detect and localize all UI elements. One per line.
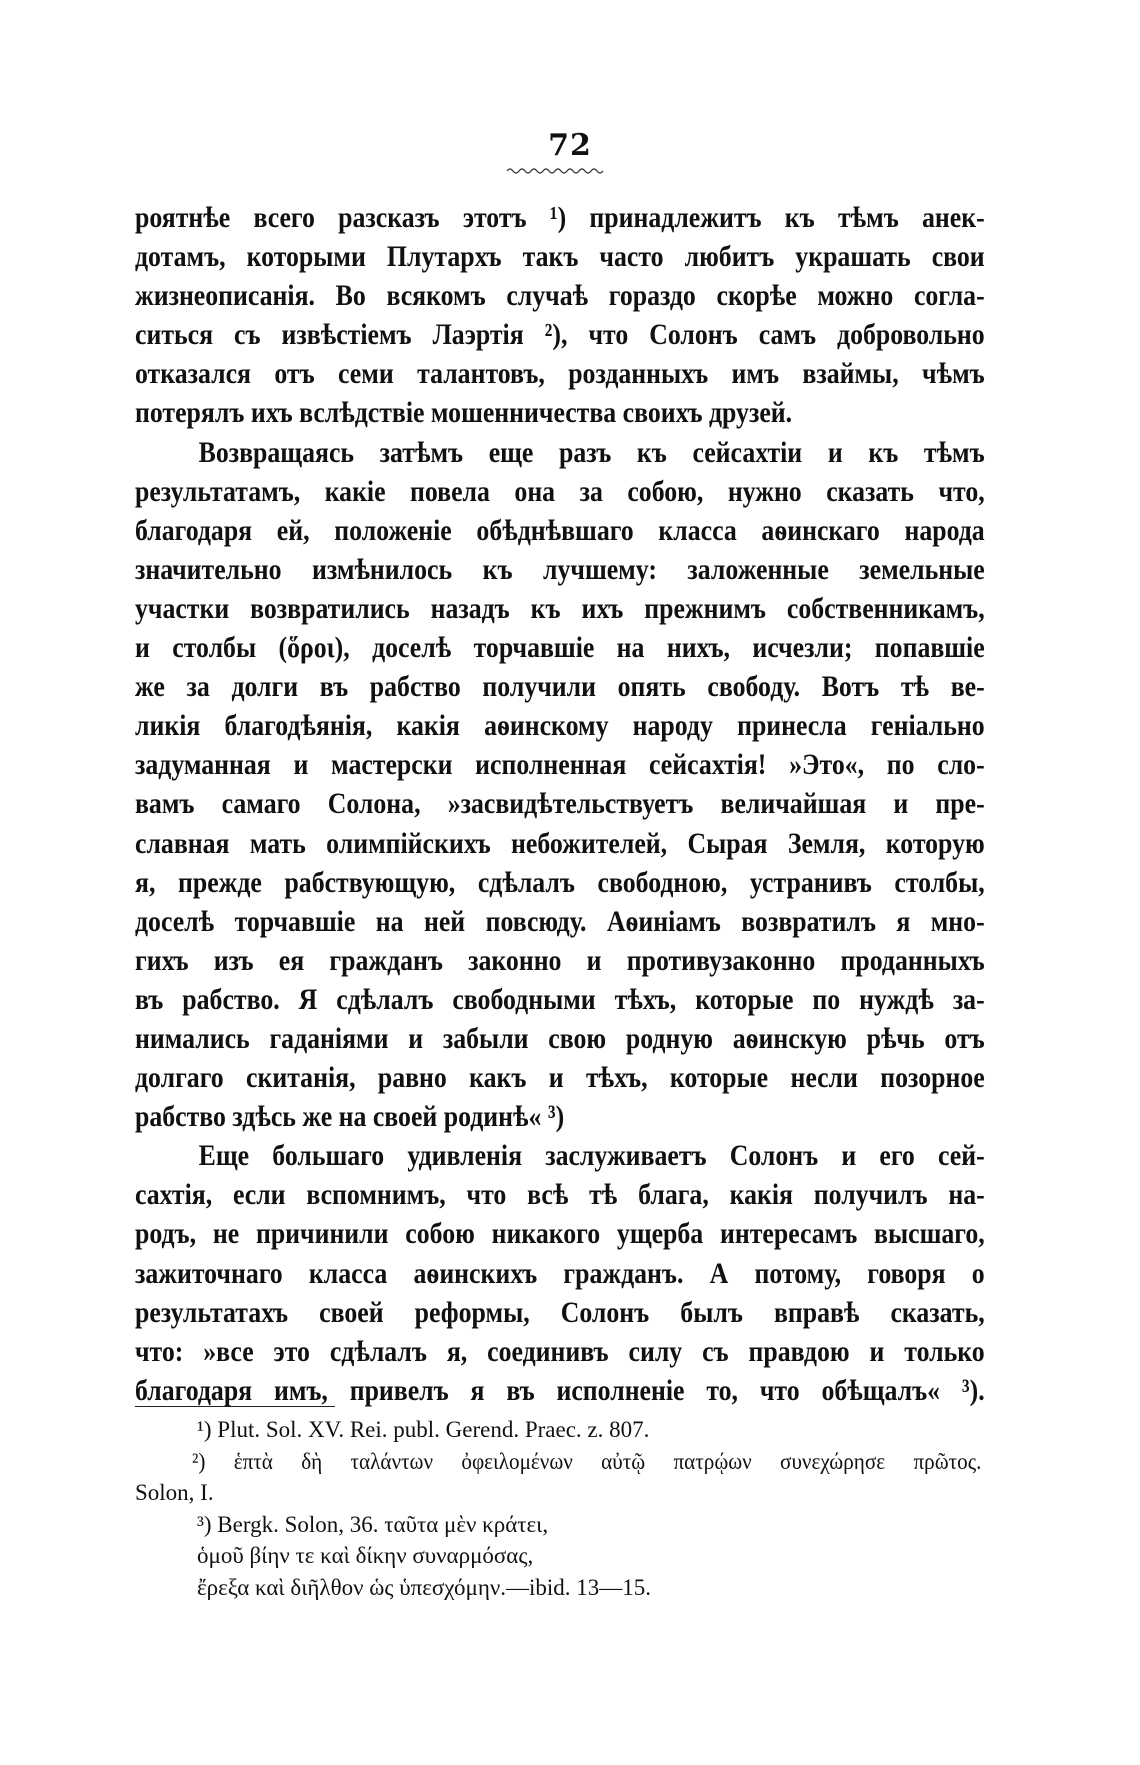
body-line: Еще большаго удивленія заслуживаетъ Солонъ и его сей- (198, 1139, 985, 1173)
body-line: вамъ самаго Солона, »засвидѣтельствуетъ величайшая и пре- (135, 787, 985, 821)
body-text (135, 198, 985, 1410)
body-line: долгаго скитанія, равно какъ и тѣхъ, которые несли позорное (135, 1061, 985, 1095)
body-line: жизнеописанія. Во всякомъ случаѣ гораздо скорѣе можно согла- (135, 279, 985, 313)
body-line: потерялъ ихъ вслѣдствіе мошенничества своихъ друзей. (135, 396, 793, 430)
body-line: рабство здѣсь же на своей родинѣ« ³) (135, 1100, 565, 1134)
body-line: значительно измѣнилось къ лучшему: заложенные земельные (135, 552, 985, 586)
body-line: что: »все это сдѣлалъ я, соединивъ силу съ правдою и только (135, 1334, 985, 1368)
body-line: результатамъ, какіе повела она за собою, нужно сказать что, (135, 474, 985, 508)
footnote-line: ¹) Plut. Sol. XV. Rei. publ. Gerend. Praec. z. 807. (197, 1417, 650, 1442)
footnote-line: ἔρεξα καὶ διῆλθον ὡς ὑπεσχόμην.—ibid. 13—15. (197, 1574, 652, 1600)
body-line: дотамъ, которыми Плутархъ такъ часто любитъ украшать свои (135, 240, 985, 274)
body-line: благодаря имъ, привелъ я въ исполненіе то, что обѣщалъ« ³). (135, 1373, 985, 1407)
body-line: благодаря ей, положеніе обѣднѣвшаго класса аѳинскаго народа (135, 513, 985, 547)
body-line: же за долги въ рабство получили опять свободу. Вотъ тѣ ве- (135, 670, 985, 704)
footnote-divider (135, 1406, 335, 1407)
body-line: славная мать олимпійскихъ небожителей, Сырая Земля, которую (135, 826, 985, 860)
footnote-line: ὁμοῦ βίην τε καὶ δίκην συναρμόσας, (197, 1543, 534, 1568)
body-line: ситься съ извѣстіемъ Лаэртія ²), что Солонъ самъ добровольно (135, 318, 985, 352)
body-line: участки возвратились назадъ къ ихъ прежнимъ собственникамъ, (135, 591, 985, 625)
body-line: роятнѣе всего разсказъ этотъ ¹) принадлежитъ къ тѣмъ анек- (135, 201, 985, 234)
body-line: Возвращаясь затѣмъ еще разъ къ сейсахтіи и къ тѣмъ (198, 435, 985, 469)
body-line: доселѣ торчавшіе на ней повсюду. Аѳиніамъ возвратилъ я мно- (135, 904, 985, 938)
footnote-line: ²) ἑπτὰ δὴ ταλάντων ὀφειλομένων αὐτῷ πατρῴων συνεχώρησε πρῶτος. (192, 1448, 982, 1474)
body-line: зажиточнаго класса аѳинскихъ гражданъ. А потому, говоря о (135, 1256, 985, 1290)
body-line: нимались гаданіями и забыли свою родную аѳинскую рѣчь отъ (135, 1021, 985, 1055)
footnotes (135, 1414, 985, 1603)
body-line: отказался отъ семи талантовъ, розданныхъ имъ взаймы, чѣмъ (135, 357, 985, 391)
footnote-line: ³) Bergk. Solon, 36. ταῦτα μὲν κράτει, (197, 1511, 549, 1537)
body-line: гихъ изъ ея гражданъ законно и противузаконно проданныхъ (135, 943, 985, 977)
page-number-ornament (505, 166, 605, 176)
body-line: и столбы (ὅροι), доселѣ торчавшіе на нихъ, исчезли; попавшіе (135, 631, 985, 665)
body-line: въ рабство. Я сдѣлалъ свободными тѣхъ, которые по нуждѣ за- (135, 982, 985, 1016)
body-line: сахтія, если вспомнимъ, что всѣ тѣ блага, какія получилъ на- (135, 1178, 985, 1212)
footnote-line: Solon, I. (135, 1480, 214, 1505)
body-line: ликія благодѣянія, какія аѳинскому народу принесла геніально (135, 709, 985, 743)
body-line: результатахъ своей реформы, Солонъ былъ вправѣ сказать, (135, 1295, 985, 1329)
body-line: я, прежде рабствующую, сдѣлалъ свободною, устранивъ столбы, (135, 865, 985, 899)
body-line: родъ, не причинили собою никакого ущерба интересамъ высшаго, (135, 1217, 985, 1251)
page-number: 72 (548, 128, 592, 163)
body-line: задуманная и мастерски исполненная сейсахтія! »Это«, по сло- (135, 748, 985, 782)
